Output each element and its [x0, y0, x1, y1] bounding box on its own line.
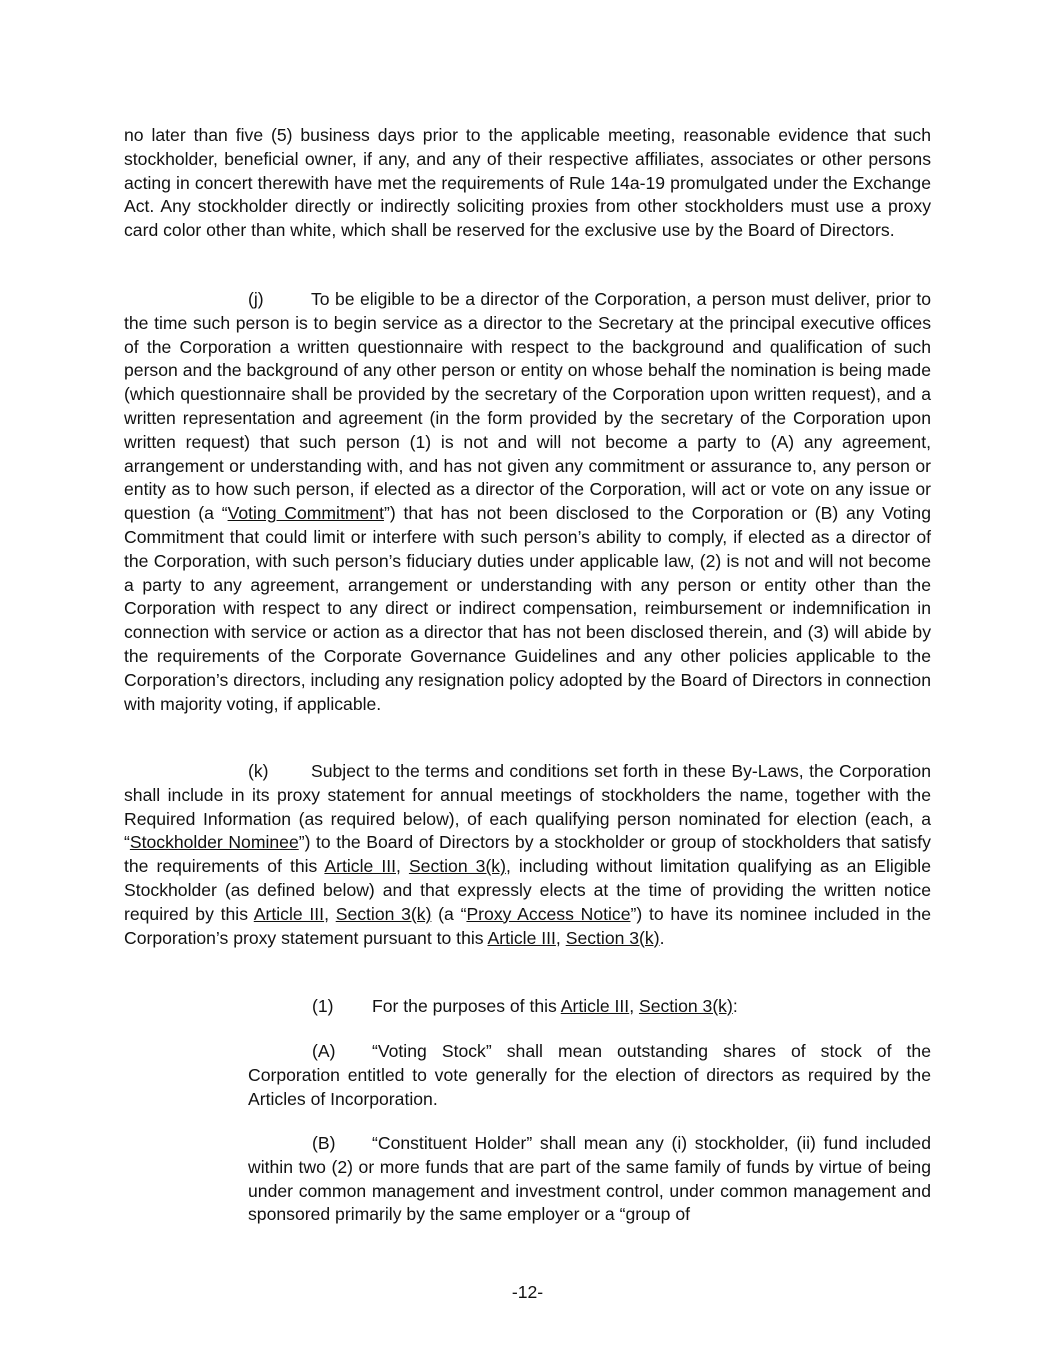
section-reference: Section 3(k) [565, 927, 660, 948]
article-reference: Article III [324, 856, 396, 877]
paragraph-B [248, 1132, 931, 1227]
paragraph-label: (k) [248, 761, 269, 781]
paragraph-j [124, 288, 931, 716]
paragraph-i-continued [124, 124, 931, 243]
paragraph-label: (B) [312, 1133, 336, 1153]
paragraph-text: : [732, 996, 738, 1016]
paragraph-text: “Voting Stock” shall mean outstanding shares of stock of the Corporation entitled to vote generally for the election of directors as required by the Articles of Incorporation. [248, 1041, 931, 1109]
paragraph-text: ”) that has not been disclosed to the Corporation or (B) any Voting Commitment that could limit or interfere with such person’s ability to comply, if elected as a director of the Corporation, with such person’s fiduciary duties under applicable law, (2) is not and will not become a party to any agreement, arrangement or understanding with any person or entity other than the Corporation with respect to any direct or indirect compensation, reimbursement or indemnification in connection with service or action as a director that has not been disclosed therein, and (3) will abide by the requirements of the Corporate Governance Guidelines and any other policies applicable to the Corporation’s directors, including any resignation policy adopted by the Board of Directors in connection with majority voting, if applicable. [124, 503, 932, 714]
separator: , [396, 856, 409, 877]
section-reference: Section 3(k) [335, 903, 432, 924]
paragraph-k [124, 760, 931, 950]
paragraph-label: (1) [312, 996, 334, 1016]
paragraph-text: . [659, 927, 665, 948]
defined-term-proxy-access-notice: Proxy Access Notice [466, 903, 631, 924]
defined-term-voting-commitment: Voting Commitment [227, 503, 384, 524]
paragraph-text: ”) to have its nominee included in the Corporation’s proxy statement pursuant to this [124, 903, 932, 948]
defined-term-stockholder-nominee: Stockholder Nominee [129, 832, 299, 853]
paragraph-text: , including without limitation qualifying as an Eligible Stockholder (as defined below) and that expressly elects at the time of providing the written notice required by this [124, 856, 931, 924]
page-number: -12- [511, 1282, 544, 1302]
article-reference: Article III [560, 996, 630, 1016]
paragraph-text: ”) to the Board of Directors by a stockholder or group of stockholders that satisfy the requirements of this [124, 832, 931, 877]
separator: , [555, 927, 566, 948]
separator: , [324, 903, 336, 924]
separator: , [629, 996, 639, 1016]
paragraph-label: (j) [248, 289, 264, 309]
paragraph-A [248, 1040, 931, 1111]
article-reference: Article III [253, 903, 325, 924]
section-reference: Section 3(k) [408, 856, 506, 877]
paragraph-text: Subject to the terms and conditions set forth in these By-Laws, the Corporation shall include in its proxy statement for annual meetings of stockholders the name, together with the Required Information (as required below), of each qualifying person nominated for election (each, a “ [124, 761, 931, 853]
section-reference: Section 3(k) [638, 996, 733, 1016]
paragraph-text: (a “ [431, 903, 467, 924]
paragraph-text: To be eligible to be a director of the Corporation, a person must deliver, prior to the time such person is to begin service as a director to the Secretary at the principal executive offices of the Corporation a written questionnaire with respect to the background and qualification of such person and the background of any other person or entity on whose behalf the nomination is being made (which questionnaire shall be provided by the secretary of the Corporation upon written request), and a written representation and agreement (in the form provided by the secretary of the Corporation upon written request) that such person (1) is not and will not become a party to (A) any agreement, arrangement or understanding with, and has not given any commitment or assurance to, any person or entity as to how such person, if elected as a director of the Corporation, will act or vote on any issue or question (a “ [124, 289, 931, 524]
paragraph-text: For the purposes of this [372, 996, 561, 1016]
paragraph-1 [124, 995, 931, 1019]
paragraph-text: “Constituent Holder” shall mean any (i) stockholder, (ii) fund included within two (2) or more funds that are part of the same family of funds by virtue of being under common management and investment control, under common management and sponsored primarily by the same employer or a “group of [248, 1133, 931, 1225]
paragraph-label: (A) [312, 1041, 336, 1061]
article-reference: Article III [487, 927, 556, 948]
paragraph-text: no later than five (5) business days prior to the applicable meeting, reasonable evidence that such stockholder, beneficial owner, if any, and any of their respective affiliates, associates or other persons acting in concert therewith have met the requirements of Rule 14a-19 promulgated under the Exchange Act. Any stockholder directly or indirectly soliciting proxies from other stockholders must use a proxy card color other than white, which shall be reserved for the exclusive use by the Board of Directors. [124, 125, 931, 241]
